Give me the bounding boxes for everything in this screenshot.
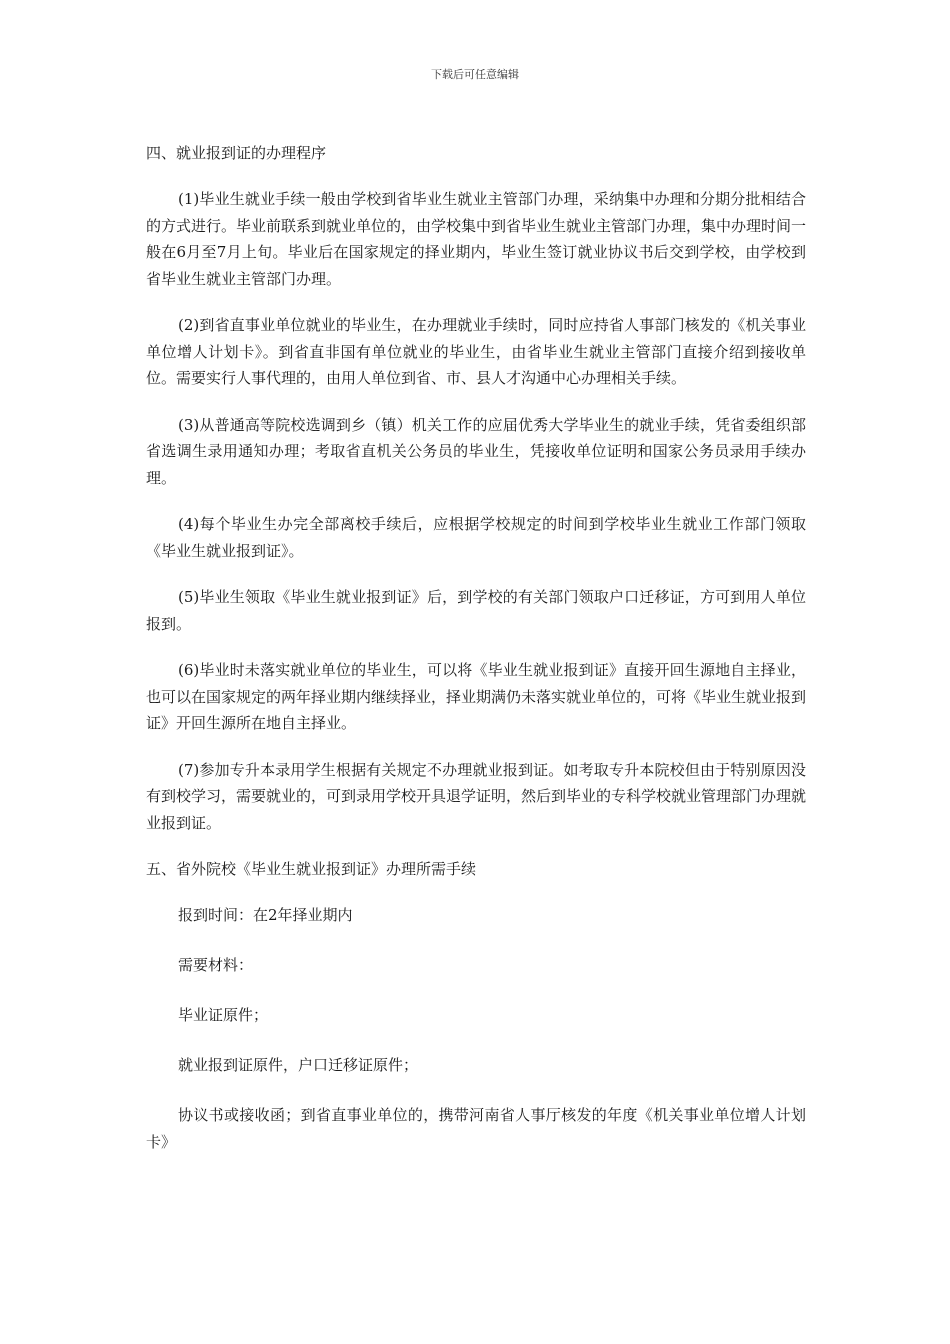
- procedure-paragraph-4: (4)每个毕业生办完全部离校手续后，应根据学校规定的时间到学校毕业生就业工作部门领取《毕业生就业报到证》。: [146, 515, 806, 560]
- section-4-title: 四、就业报到证的办理程序: [146, 144, 327, 162]
- requirement-item-agreement: 协议书或接收函；到省直事业单位的，携带河南省人事厅核发的年度《机关事业单位增人计划卡》: [146, 1106, 806, 1151]
- requirement-item-diploma: 毕业证原件；: [178, 1006, 269, 1024]
- procedure-paragraph-5: (5)毕业生领取《毕业生就业报到证》后，到学校的有关部门领取户口迁移证，方可到用人单位报到。: [146, 588, 806, 633]
- procedure-paragraph-3: (3)从普通高等院校选调到乡（镇）机关工作的应届优秀大学毕业生的就业手续，凭省委组织部省选调生录用通知办理；考取省直机关公务员的毕业生，凭接收单位证明和国家公务员录用手续办理。: [146, 415, 806, 487]
- procedure-paragraph-7: (7)参加专升本录用学生根据有关规定不办理就业报到证。如考取专升本院校但由于特别原因没有到校学习，需要就业的，可到录用学校开具退学证明，然后到毕业的专科学校就业管理部门办理就业报到证。: [146, 760, 807, 832]
- header-note: 下载后可任意编辑: [431, 68, 519, 81]
- requirement-item-certificate: 就业报到证原件，户口迁移证原件；: [178, 1056, 419, 1074]
- section-5-title: 五、省外院校《毕业生就业报到证》办理所需手续: [146, 860, 477, 878]
- procedure-paragraph-1: (1)毕业生就业手续一般由学校到省毕业生就业主管部门办理，采纳集中办理和分期分批相结合的方式进行。毕业前联系到就业单位的，由学校集中到省毕业生就业主管部门办理，集中办理时间一般在6月至7月上旬。毕业后在国家规定的择业期内，毕业生签订就业协议书后交到学校，由学校到省毕业生就业主管部门办理。: [146, 190, 807, 288]
- document-body: [146, 140, 806, 1179]
- requirement-item-time: 报到时间：在2年择业期内: [178, 906, 353, 924]
- procedure-paragraph-6: (6)毕业时未落实就业单位的毕业生，可以将《毕业生就业报到证》直接开回生源地自主择业，也可以在国家规定的两年择业期内继续择业，择业期满仍未落实就业单位的，可将《毕业生就业报到证》开回生源所在地自主择业。: [146, 661, 807, 732]
- procedure-paragraph-2: (2)到省直事业单位就业的毕业生，在办理就业手续时，同时应持省人事部门核发的《机关事业单位增人计划卡》。到省直非国有单位就业的毕业生，由省毕业生就业主管部门直接介绍到接收单位。需要实行人事代理的，由用人单位到省、市、县人才沟通中心办理相关手续。: [146, 316, 806, 387]
- requirement-item-materials: 需要材料：: [178, 956, 254, 974]
